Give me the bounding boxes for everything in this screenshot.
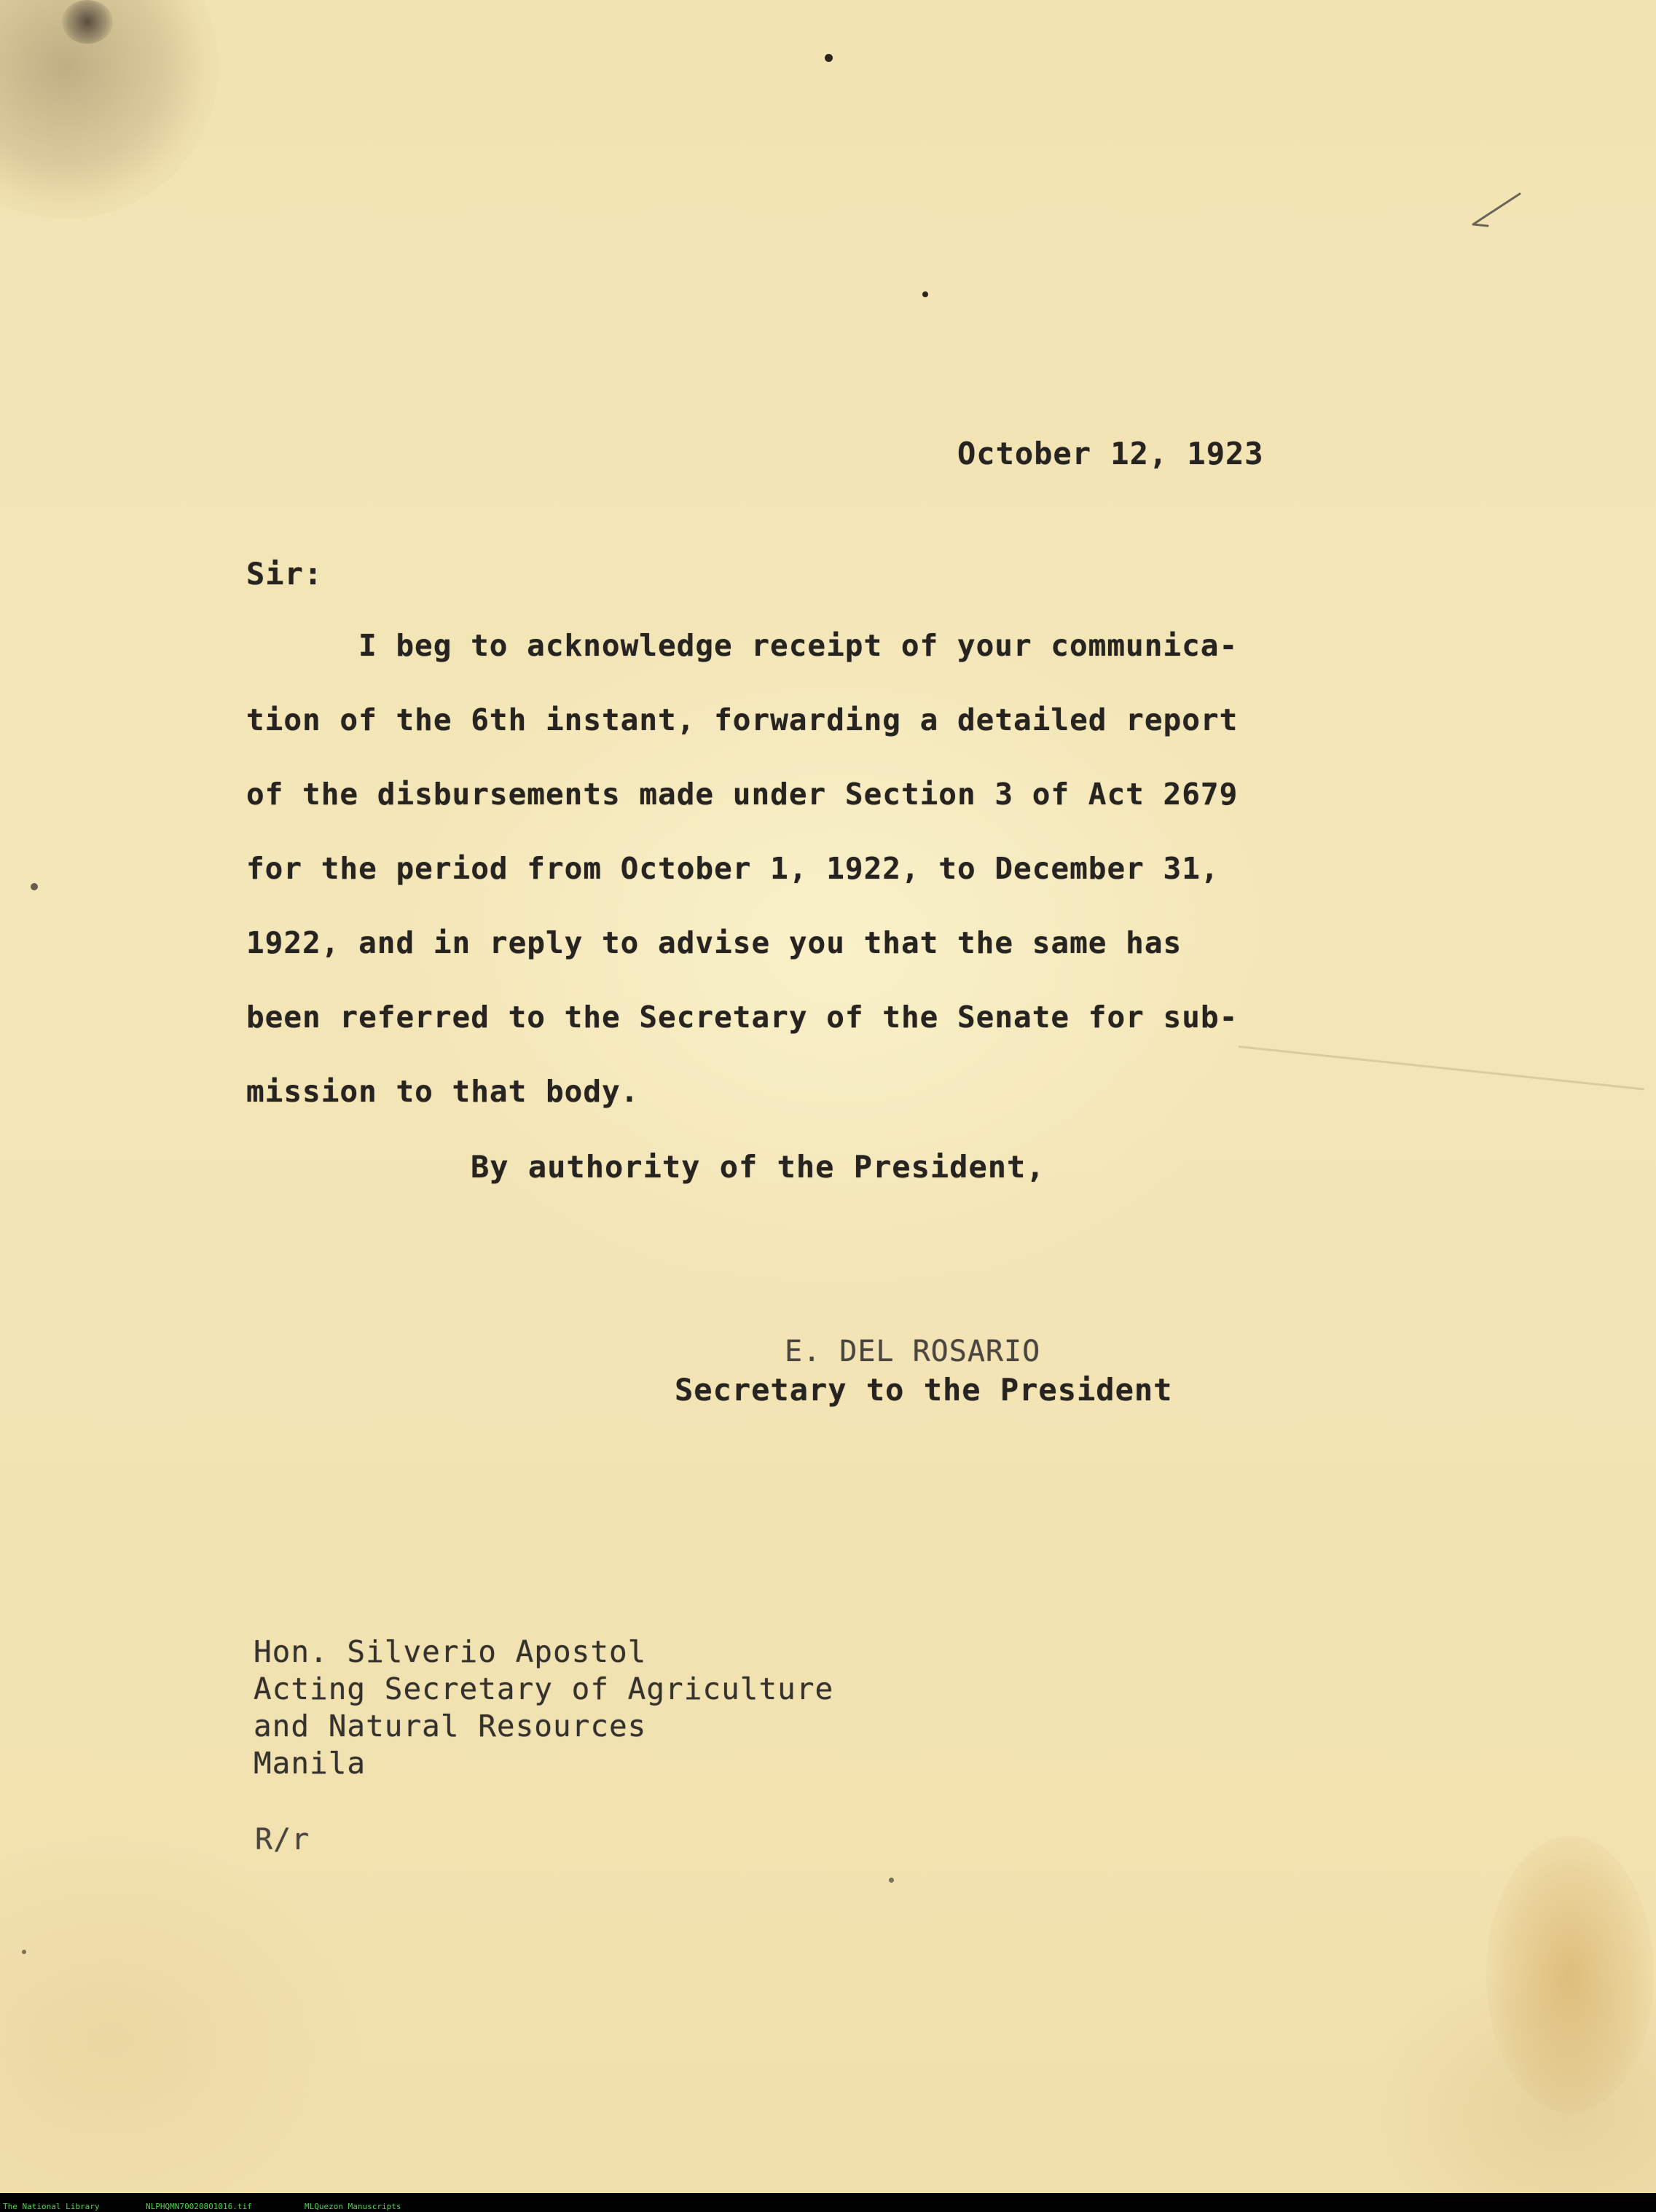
paper-crease — [1239, 1046, 1644, 1091]
ink-blot — [62, 0, 113, 44]
body-line: been referred to the Secretary of the Senate for sub- — [246, 1000, 1239, 1035]
body-line: I beg to acknowledge receipt of your communica- — [358, 628, 1239, 663]
archive-footer-bar — [0, 2202, 1656, 2212]
addressee-line: Acting Secretary of Agriculture — [254, 1671, 834, 1706]
foxing-spot — [1486, 1836, 1654, 2113]
letter-date: October 12, 1923 — [957, 436, 1264, 471]
salutation: Sir: — [246, 556, 323, 592]
typist-initials: R/r — [255, 1823, 310, 1856]
paper-speck — [31, 883, 38, 890]
addressee-line: and Natural Resources — [254, 1709, 647, 1744]
body-line: of the disbursements made under Section 3 of Act 2679 — [246, 777, 1239, 812]
paper-speck — [22, 1950, 26, 1954]
footer-library: The National Library — [3, 2202, 100, 2211]
body-line: 1922, and in reply to advise you that the same has — [246, 925, 1182, 960]
addressee-line: Manila — [254, 1746, 366, 1781]
signature-name: E. DEL ROSARIO — [785, 1335, 1041, 1368]
footer-file: NLPHQMN70020801016.tif — [146, 2202, 252, 2211]
pencil-check-mark-icon — [1472, 191, 1523, 227]
closing: By authority of the President, — [471, 1149, 1045, 1185]
addressee-line: Hon. Silverio Apostol — [254, 1634, 647, 1669]
body-line: mission to that body. — [246, 1074, 640, 1109]
paper-speck — [825, 54, 833, 62]
body-line: for the period from October 1, 1922, to December 31, — [246, 851, 1220, 886]
paper-speck — [922, 291, 928, 297]
footer-collection: MLQuezon Manuscripts — [305, 2202, 401, 2211]
signature-title: Secretary to the President — [675, 1372, 1173, 1408]
body-line: tion of the 6th instant, forwarding a detailed report — [246, 702, 1239, 737]
paper-speck — [889, 1878, 894, 1883]
